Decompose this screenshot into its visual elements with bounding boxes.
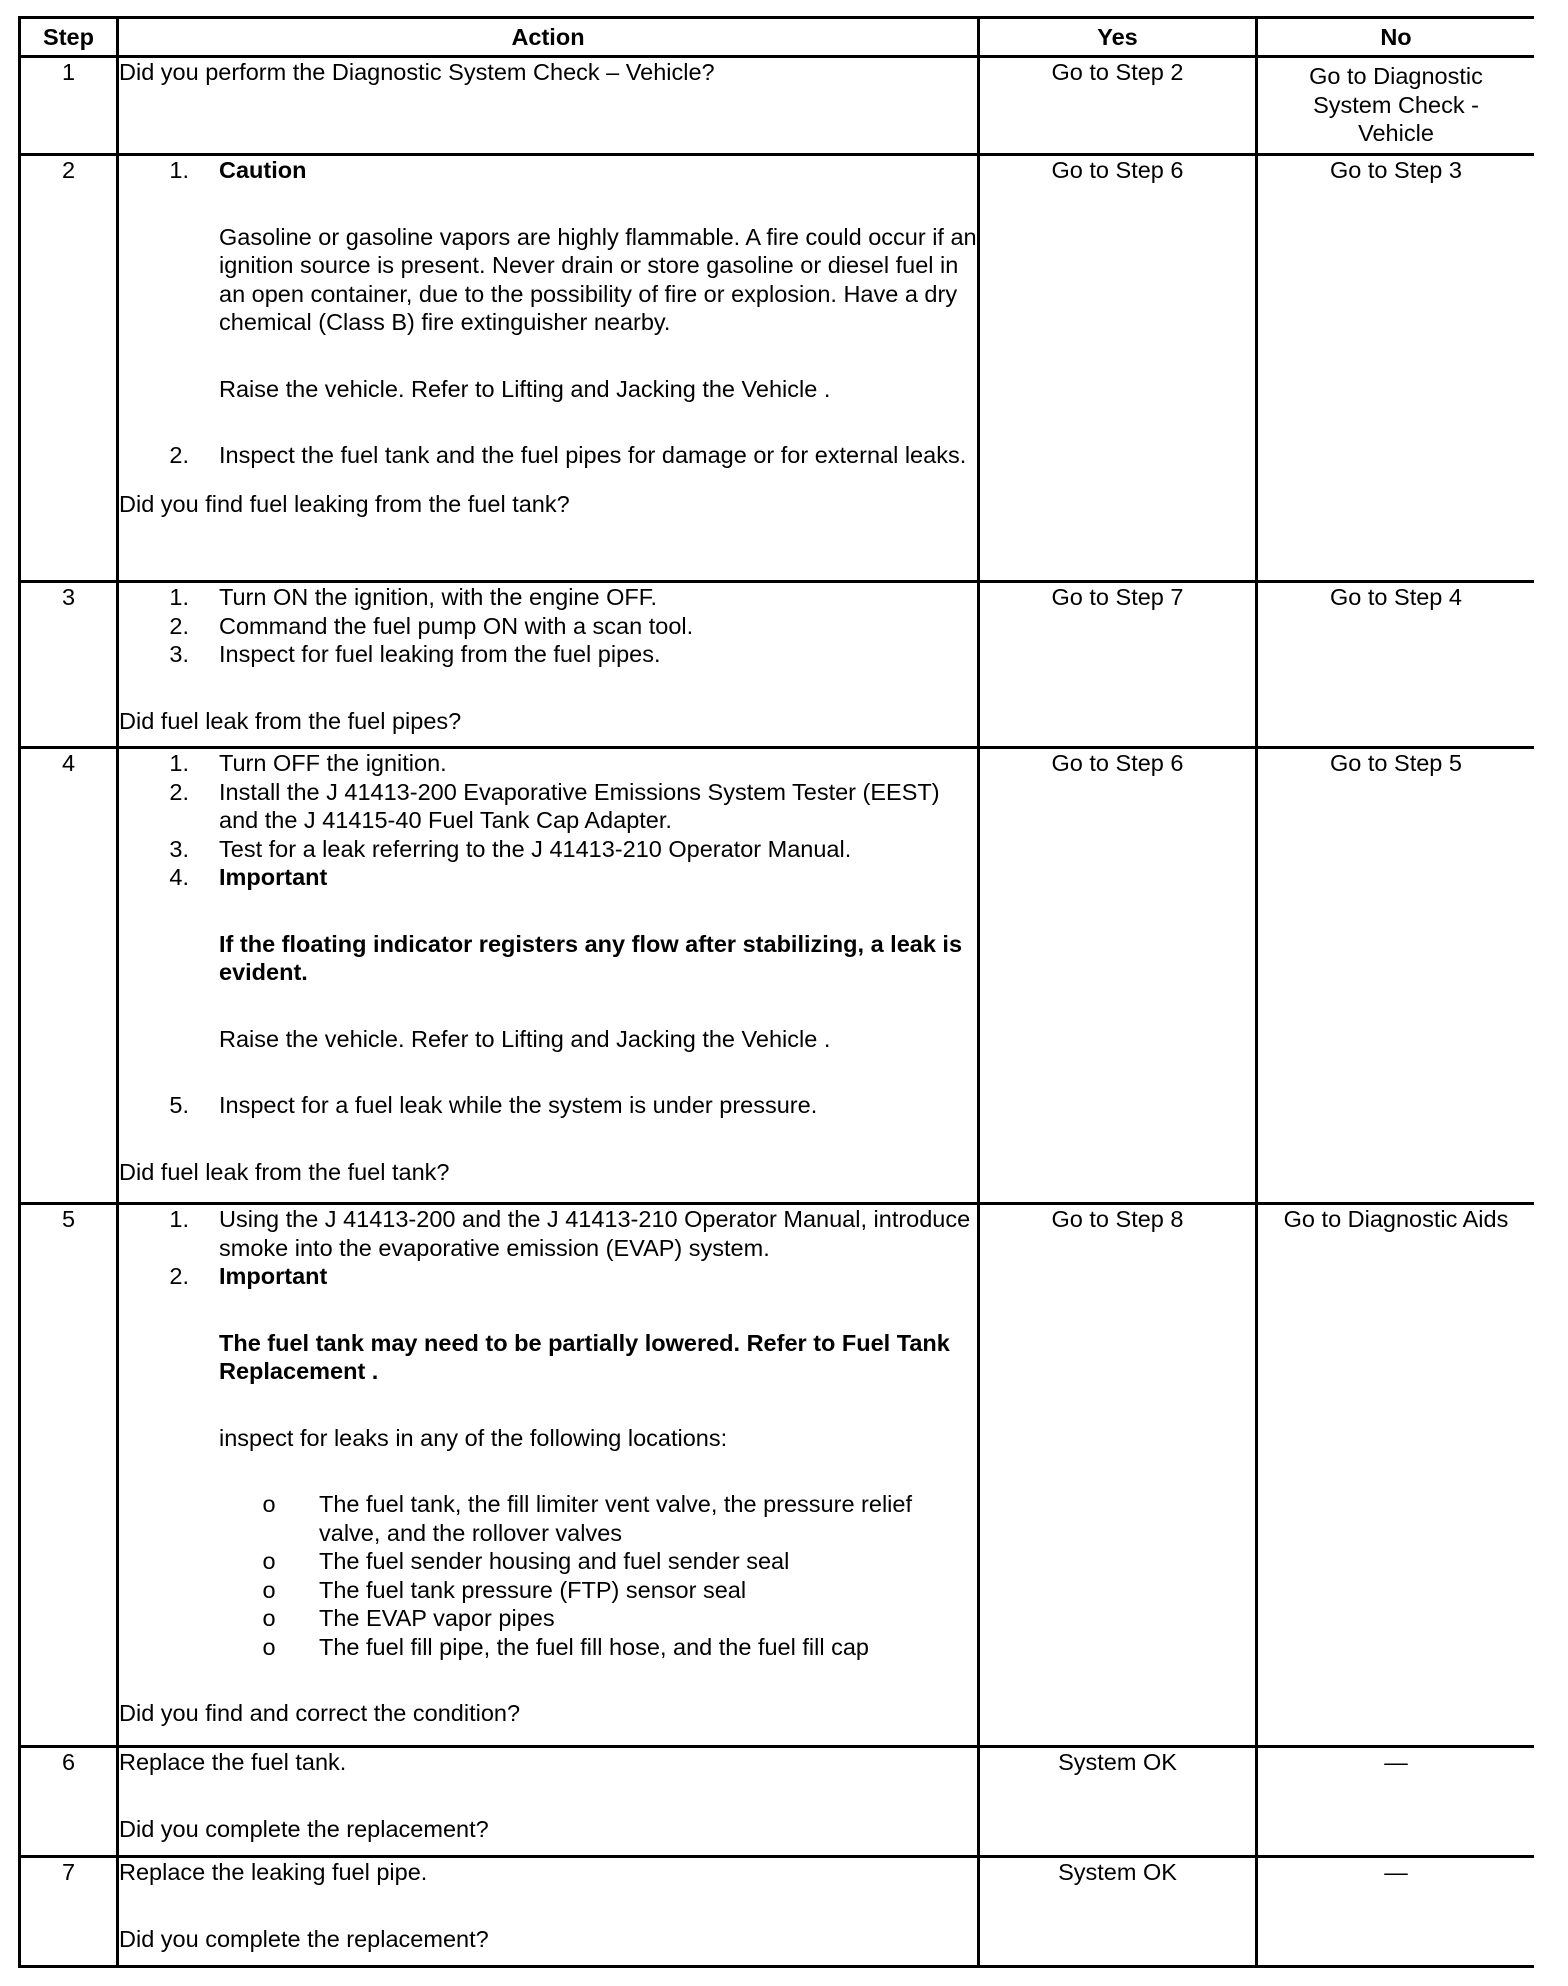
item-number: 2. xyxy=(169,442,189,468)
item-number: 4. xyxy=(169,864,189,890)
list-item xyxy=(219,1490,977,1547)
yes-cell: Go to Step 6 xyxy=(979,155,1257,582)
procedure-page xyxy=(18,16,1534,1972)
step-number: 3 xyxy=(20,582,118,748)
action-item xyxy=(119,583,977,612)
action-cell xyxy=(118,57,979,155)
action-question: Did fuel leak from the fuel pipes? xyxy=(119,707,462,734)
no-cell: Go to Step 3 xyxy=(1257,155,1535,582)
yes-cell: System OK xyxy=(979,1747,1257,1857)
important-text: The fuel tank may need to be partially lowered. Refer to Fuel Tank Replacement . xyxy=(219,1329,950,1384)
no-cell: — xyxy=(1257,1857,1535,1967)
item-text: Turn ON the ignition, with the engine OFF. xyxy=(219,584,658,610)
step-number: 6 xyxy=(20,1747,118,1857)
bullet-text: The fuel sender housing and fuel sender seal xyxy=(319,1548,790,1574)
diagnostic-table xyxy=(18,16,1534,1968)
table-row xyxy=(20,57,1535,155)
action-item xyxy=(119,612,977,641)
header-action: Action xyxy=(118,18,979,57)
yes-cell: Go to Step 6 xyxy=(979,748,1257,1204)
header-step: Step xyxy=(20,18,118,57)
item-text: Test for a leak referring to the J 41413-210 Operator Manual. xyxy=(219,835,852,862)
important-label: Important xyxy=(219,1263,328,1289)
important-text: If the floating indicator registers any flow after stabilizing, a leak is evident. xyxy=(219,930,963,985)
item-text: Turn OFF the ignition. xyxy=(219,750,447,776)
table-header-row xyxy=(20,18,1535,57)
table-row xyxy=(20,155,1535,582)
no-cell: Go to Diagnostic System Check - Vehicle xyxy=(1257,57,1535,155)
item-number: 1. xyxy=(169,1206,189,1232)
action-item xyxy=(119,835,977,864)
list-item xyxy=(219,1547,977,1576)
action-item xyxy=(119,749,977,778)
item-number: 1. xyxy=(169,584,189,610)
bullet-text: The fuel tank, the fill limiter vent valve, the pressure relief valve, and the rollover valves xyxy=(319,1491,912,1546)
action-item xyxy=(119,156,977,185)
item-text: Inspect for fuel leaking from the fuel pipes. xyxy=(219,641,661,667)
yes-cell: System OK xyxy=(979,1857,1257,1967)
action-cell xyxy=(118,1857,979,1967)
table-row xyxy=(20,1204,1535,1747)
caution-text: Gasoline or gasoline vapors are highly flammable. A fire could occur if an ignition source is present. Never drain or store gasoline or diesel fuel in an open container, due to the possibility of fire or explosion. Have a dry chemical (Class B) fire extinguisher nearby. xyxy=(219,223,977,335)
item-number: 3. xyxy=(169,835,189,862)
no-cell: Go to Step 4 xyxy=(1257,582,1535,748)
action-question: Did you find and correct the condition? xyxy=(119,1700,521,1726)
header-yes: Yes xyxy=(979,18,1257,57)
action-item xyxy=(119,863,977,892)
action-text: Replace the fuel tank. xyxy=(119,1749,347,1775)
bullet-text: The fuel fill pipe, the fuel fill hose, and the fuel fill cap xyxy=(319,1633,869,1660)
table-row xyxy=(20,748,1535,1204)
action-item xyxy=(119,1091,977,1120)
action-text: Replace the leaking fuel pipe. xyxy=(119,1859,428,1885)
item-number: 2. xyxy=(169,612,189,639)
action-question: Did you find fuel leaking from the fuel tank? xyxy=(119,490,570,517)
table-row xyxy=(20,1747,1535,1857)
action-question: Did you complete the replacement? xyxy=(119,1925,489,1952)
header-no: No xyxy=(1257,18,1535,57)
no-cell: Go to Diagnostic Aids xyxy=(1257,1204,1535,1747)
bullet-mark: o xyxy=(262,1605,276,1631)
item-text: Inspect the fuel tank and the fuel pipes for damage or for external leaks. xyxy=(219,442,967,468)
item-number: 1. xyxy=(169,157,189,183)
item-number: 2. xyxy=(169,778,189,805)
action-item xyxy=(119,1205,977,1262)
action-item xyxy=(119,640,977,669)
action-text: Raise the vehicle. Refer to Lifting and Jacking the Vehicle . xyxy=(219,375,831,402)
yes-cell: Go to Step 7 xyxy=(979,582,1257,748)
item-number: 2. xyxy=(169,1263,189,1289)
caution-label: Caution xyxy=(219,157,307,183)
no-cell: — xyxy=(1257,1747,1535,1857)
action-text: Raise the vehicle. Refer to Lifting and Jacking the Vehicle . xyxy=(219,1025,831,1052)
item-text: Install the J 41413-200 Evaporative Emissions System Tester (EEST) and the J 41415-40 Fuel Tank Cap Adapter. xyxy=(219,778,940,833)
important-label: Important xyxy=(219,864,328,890)
bullet-mark: o xyxy=(262,1633,276,1660)
table-row xyxy=(20,582,1535,748)
step-number: 2 xyxy=(20,155,118,582)
bullet-text: The fuel tank pressure (FTP) sensor seal xyxy=(319,1576,747,1603)
yes-cell: Go to Step 8 xyxy=(979,1204,1257,1747)
item-number: 1. xyxy=(169,750,189,776)
bullet-mark: o xyxy=(262,1548,276,1574)
action-cell xyxy=(118,1204,979,1747)
action-cell xyxy=(118,582,979,748)
bullet-mark: o xyxy=(262,1491,276,1517)
bullet-text: The EVAP vapor pipes xyxy=(319,1605,555,1631)
action-item xyxy=(119,1262,977,1291)
step-number: 1 xyxy=(20,57,118,155)
action-item xyxy=(119,441,977,470)
action-question: Did fuel leak from the fuel tank? xyxy=(119,1158,450,1185)
step-number: 4 xyxy=(20,748,118,1204)
item-number: 5. xyxy=(169,1092,189,1118)
step-number: 7 xyxy=(20,1857,118,1967)
item-text: Command the fuel pump ON with a scan tool. xyxy=(219,612,694,639)
yes-cell: Go to Step 2 xyxy=(979,57,1257,155)
action-text: inspect for leaks in any of the following locations: xyxy=(219,1424,728,1451)
action-cell xyxy=(118,748,979,1204)
table-row xyxy=(20,1857,1535,1967)
list-item xyxy=(219,1633,977,1662)
item-number: 3. xyxy=(169,641,189,667)
item-text: Using the J 41413-200 and the J 41413-210 Operator Manual, introduce smoke into the evaporative emission (EVAP) system. xyxy=(219,1206,971,1261)
list-item xyxy=(219,1604,977,1633)
list-item xyxy=(219,1576,977,1605)
action-item xyxy=(119,778,977,835)
action-cell xyxy=(118,1747,979,1857)
no-cell: Go to Step 5 xyxy=(1257,748,1535,1204)
bullet-mark: o xyxy=(262,1576,276,1603)
item-text: Inspect for a fuel leak while the system is under pressure. xyxy=(219,1092,818,1118)
action-question: Did you complete the replacement? xyxy=(119,1815,489,1842)
step-number: 5 xyxy=(20,1204,118,1747)
action-question: Did you perform the Diagnostic System Check – Vehicle? xyxy=(119,59,715,85)
action-cell xyxy=(118,155,979,582)
